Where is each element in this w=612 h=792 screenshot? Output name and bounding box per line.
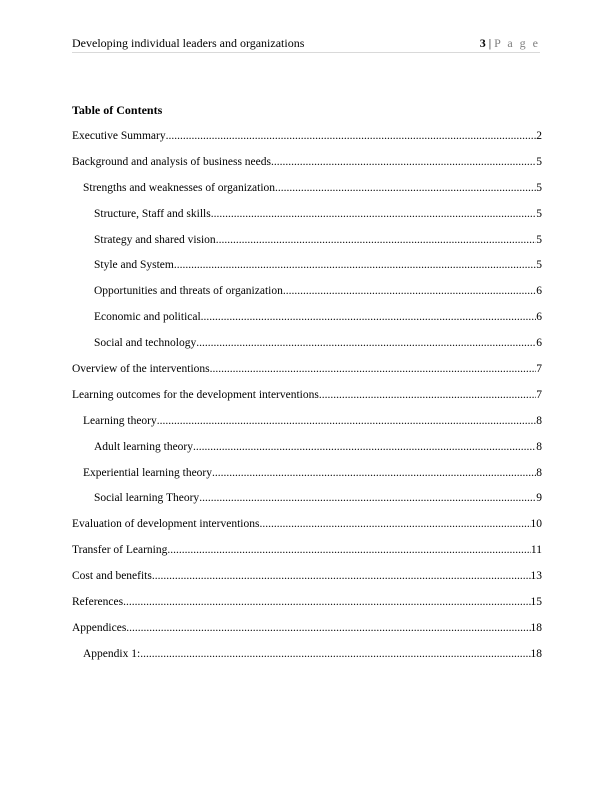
toc-entry-label[interactable]: Strengths and weaknesses of organization bbox=[83, 181, 276, 194]
toc-dot-leader bbox=[216, 233, 537, 247]
toc-entry[interactable] bbox=[72, 480, 542, 506]
page-separator: | bbox=[485, 36, 495, 50]
toc-entry[interactable] bbox=[72, 143, 542, 169]
toc-entry-label[interactable]: Social learning Theory bbox=[94, 492, 200, 505]
toc-entry-label[interactable]: Opportunities and threats of organization bbox=[94, 285, 283, 298]
toc-entry-label[interactable]: Social and technology bbox=[94, 337, 197, 350]
toc-dot-leader bbox=[199, 491, 536, 505]
toc-entry-label[interactable]: Evaluation of development interventions bbox=[72, 518, 260, 531]
toc-entry[interactable] bbox=[72, 583, 542, 609]
toc-entry-label[interactable]: Economic and political bbox=[94, 311, 201, 324]
toc-entry[interactable] bbox=[72, 169, 542, 195]
toc-entry[interactable] bbox=[72, 221, 542, 247]
toc-entry[interactable] bbox=[72, 247, 542, 273]
toc-heading: Table of Contents bbox=[72, 103, 163, 117]
toc-entry-page[interactable]: 5 bbox=[536, 259, 542, 272]
toc-entry-label[interactable]: Appendices bbox=[72, 621, 127, 634]
toc-entry[interactable] bbox=[72, 324, 542, 350]
toc-entry-page[interactable]: 7 bbox=[536, 388, 542, 401]
toc-entry[interactable] bbox=[72, 505, 542, 531]
toc-entry-label[interactable]: Appendix 1: bbox=[83, 647, 141, 660]
toc-dot-leader bbox=[283, 284, 536, 298]
toc-entry-page[interactable]: 6 bbox=[536, 337, 542, 350]
toc-entry[interactable] bbox=[72, 531, 542, 557]
toc-dot-leader bbox=[167, 543, 531, 557]
toc-entry-page[interactable]: 5 bbox=[536, 233, 542, 246]
toc-entry[interactable] bbox=[72, 350, 542, 376]
toc-dot-leader bbox=[126, 621, 530, 635]
toc-dot-leader bbox=[193, 440, 536, 454]
toc-dot-leader bbox=[152, 569, 531, 583]
toc-entry[interactable] bbox=[72, 557, 542, 583]
toc-dot-leader bbox=[157, 414, 536, 428]
toc-dot-leader bbox=[210, 362, 537, 376]
toc-entry-label[interactable]: Adult learning theory bbox=[94, 440, 194, 453]
toc-entry-label[interactable]: Experiential learning theory bbox=[83, 466, 213, 479]
toc-dot-leader bbox=[123, 595, 530, 609]
toc-entry-label[interactable]: Strategy and shared vision bbox=[94, 233, 216, 246]
toc-entry[interactable] bbox=[72, 123, 542, 143]
page-header bbox=[72, 36, 540, 53]
toc-entry-page[interactable]: 5 bbox=[536, 181, 542, 194]
table-of-contents bbox=[72, 123, 542, 661]
toc-entry[interactable] bbox=[72, 402, 542, 428]
toc-entry-label[interactable]: Style and System bbox=[94, 259, 174, 272]
toc-dot-leader bbox=[174, 258, 536, 272]
toc-entry-page[interactable]: 10 bbox=[530, 518, 542, 531]
toc-entry-label[interactable]: Structure, Staff and skills bbox=[94, 207, 211, 220]
toc-entry-page[interactable]: 8 bbox=[536, 414, 542, 427]
toc-entry-page[interactable]: 5 bbox=[536, 207, 542, 220]
toc-entry[interactable] bbox=[72, 454, 542, 480]
toc-dot-leader bbox=[275, 181, 536, 195]
toc-dot-leader bbox=[140, 647, 530, 661]
toc-dot-leader bbox=[259, 517, 530, 531]
toc-dot-leader bbox=[201, 310, 537, 324]
toc-entry-page[interactable]: 11 bbox=[530, 544, 542, 557]
toc-dot-leader bbox=[212, 466, 536, 480]
toc-entry-page[interactable]: 8 bbox=[536, 440, 542, 453]
toc-entry-label[interactable]: Executive Summary bbox=[72, 130, 166, 142]
toc-entry[interactable] bbox=[72, 609, 542, 635]
toc-dot-leader bbox=[271, 155, 536, 169]
toc-entry-label[interactable]: Cost and benefits bbox=[72, 570, 152, 583]
toc-entry-page[interactable]: 9 bbox=[536, 492, 542, 505]
toc-entry-page[interactable]: 6 bbox=[536, 285, 542, 298]
toc-entry-page[interactable]: 18 bbox=[530, 647, 542, 660]
toc-entry-label[interactable]: Background and analysis of business needs bbox=[72, 155, 271, 168]
toc-entry-label[interactable]: Overview of the interventions bbox=[72, 363, 210, 376]
toc-dot-leader bbox=[166, 129, 537, 143]
toc-entry-page[interactable]: 6 bbox=[536, 311, 542, 324]
document-title: Developing individual leaders and organizations bbox=[72, 36, 305, 50]
toc-entry-page[interactable]: 18 bbox=[530, 621, 542, 634]
page-number-block bbox=[480, 36, 540, 50]
toc-entry[interactable] bbox=[72, 635, 542, 661]
toc-entry-label[interactable]: Learning theory bbox=[83, 414, 157, 427]
toc-entry-label[interactable]: Transfer of Learning bbox=[72, 544, 168, 557]
toc-entry[interactable] bbox=[72, 195, 542, 221]
toc-entry-page[interactable]: 7 bbox=[536, 363, 542, 376]
toc-entry-page[interactable]: 13 bbox=[530, 570, 542, 583]
page-number: 3 bbox=[479, 36, 486, 50]
toc-entry[interactable] bbox=[72, 298, 542, 324]
toc-entry-page[interactable]: 8 bbox=[536, 466, 542, 479]
toc-dot-leader bbox=[319, 388, 536, 402]
toc-dot-leader bbox=[196, 336, 536, 350]
toc-entry-page[interactable]: 15 bbox=[530, 596, 542, 609]
toc-dot-leader bbox=[211, 207, 537, 221]
toc-entry[interactable] bbox=[72, 428, 542, 454]
toc-entry-label[interactable]: Learning outcomes for the development interventions bbox=[72, 388, 319, 401]
toc-entry[interactable] bbox=[72, 376, 542, 402]
toc-entry-page[interactable]: 5 bbox=[536, 155, 542, 168]
page-word: P a g e bbox=[494, 36, 540, 50]
toc-entry-page[interactable]: 2 bbox=[536, 130, 542, 142]
toc-entry[interactable] bbox=[72, 272, 542, 298]
toc-entry-label[interactable]: References bbox=[72, 596, 124, 609]
